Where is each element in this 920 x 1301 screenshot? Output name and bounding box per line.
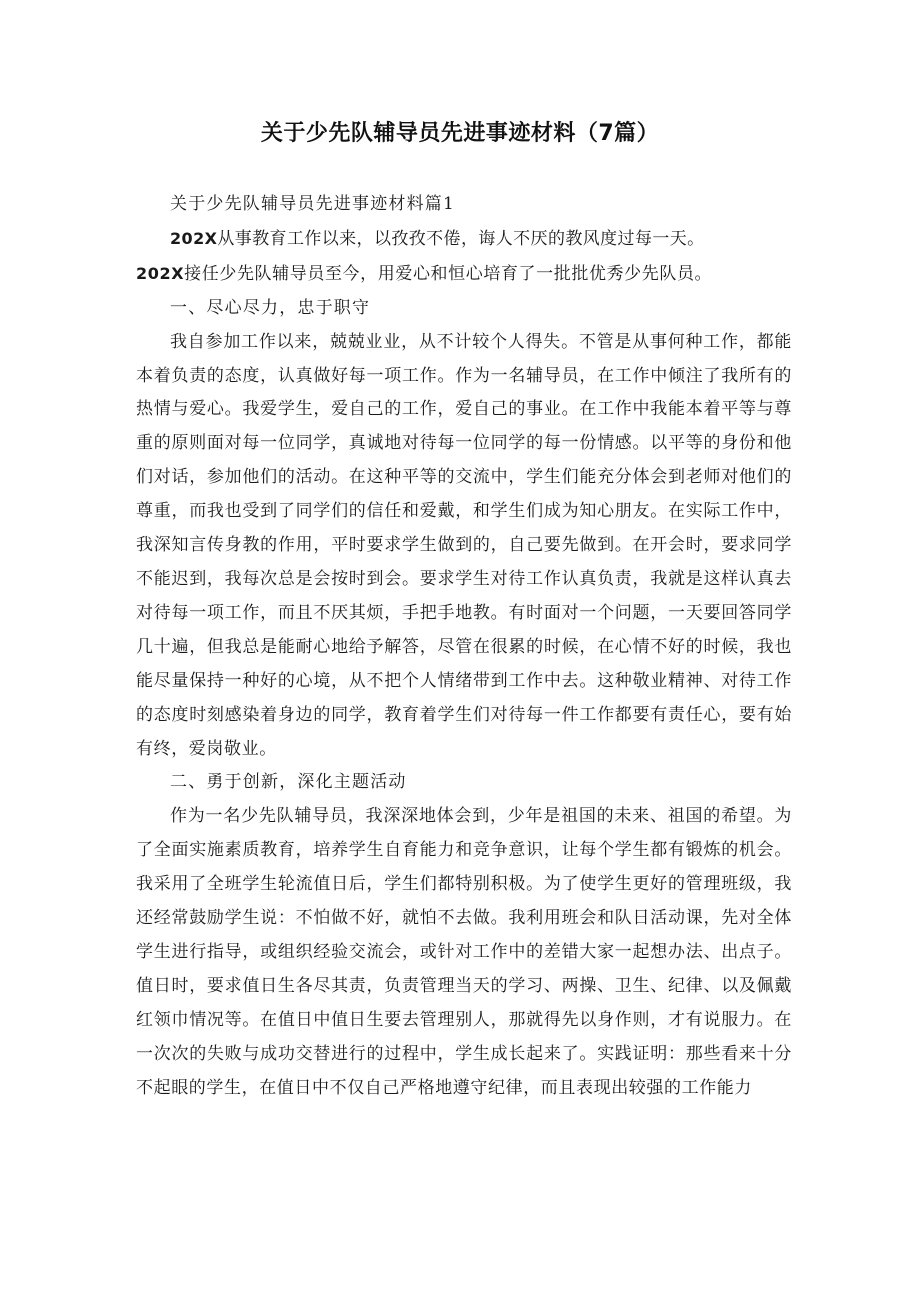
document-body	[136, 188, 792, 1105]
section-title: 关于少先队辅导员先进事迹材料篇1	[170, 194, 456, 214]
intro-paragraph-line2	[136, 257, 792, 292]
intro-year-1: 202X	[170, 228, 218, 248]
body-paragraph-1: 我自参加工作以来，兢兢业业，从不计较个人得失。不管是从事何种工作，都能本着负责的态度，认真做好每一项工作。作为一名辅导员，在工作中倾注了我所有的热情与爱心。我爱学生，爱自己的工作，爱自己的事业。在工作中我能本着平等与尊重的原则面对每一位同学，真诚地对待每一位同学的每一份情感。以平等的身份和他们对话，参加他们的活动。在这种平等的交流中，学生们能充分体会到老师对他们的尊重，而我也受到了同学们的信任和爱戴，和学生们成为知心朋友。在实际工作中，我深知言传身教的作用，平时要求学生做到的，自己要先做到。在开会时，要求同学不能迟到，我每次总是会按时到会。要求学生对待工作认真负责，我就是这样认真去对待每一项工作，而且不厌其烦，手把手地教。有时面对一个问题，一天要回答同学几十遍，但我总是能耐心地给予解答，尽管在很累的时候，在心情不好的时候，我也能尽量保持一种好的心境，从不把个人情绪带到工作中去。这种敬业精神、对待工作的态度时刻感染着身边的同学，教育着学生们对待每一件工作都要有责任心，要有始有终，爱岗敬业。	[136, 331, 792, 759]
intro-text-1: 从事教育工作以来，以孜孜不倦，诲人不厌的教风度过每一天。	[217, 228, 705, 249]
intro-text-2: 接任少先队辅导员至今，用爱心和恒心培育了一批批优秀少先队员。	[184, 263, 713, 284]
body-paragraph-2: 作为一名少先队辅导员，我深深地体会到，少年是祖国的未来、祖国的希望。为了全面实施素质教育，培养学生自育能力和竞争意识，让每个学生都有锻炼的机会。我采用了全班学生轮流值日后，学生们都特别积极。为了使学生更好的管理班级，我还经常鼓励学生说：不怕做不好，就怕不去做。我利用班会和队日活动课，先对全体学生进行指导，或组织经验交流会，或针对工作中的差错大家一起想办法、出点子。值日时，要求值日生各尽其责，负责管理当天的学习、两操、卫生、纪律、以及佩戴红领巾情况等。在值日中值日生要去管理别人，那就得先以身作则，才有说服力。在一次次的失败与成功交替进行的过程中，学生成长起来了。实践证明：那些看来十分不起眼的学生，在值日中不仅自己严格地遵守纪律，而且表现出较强的工作能力	[136, 806, 792, 1098]
intro-year-2: 202X	[136, 263, 185, 283]
section-heading-1: 一、尽心尽力，忠于职守	[170, 297, 371, 318]
section-heading-2: 二、勇于创新，深化主题活动	[170, 772, 407, 793]
intro-paragraph-line1	[136, 222, 792, 257]
document-title: 关于少先队辅导员先进事迹材料（7篇）	[260, 121, 660, 146]
